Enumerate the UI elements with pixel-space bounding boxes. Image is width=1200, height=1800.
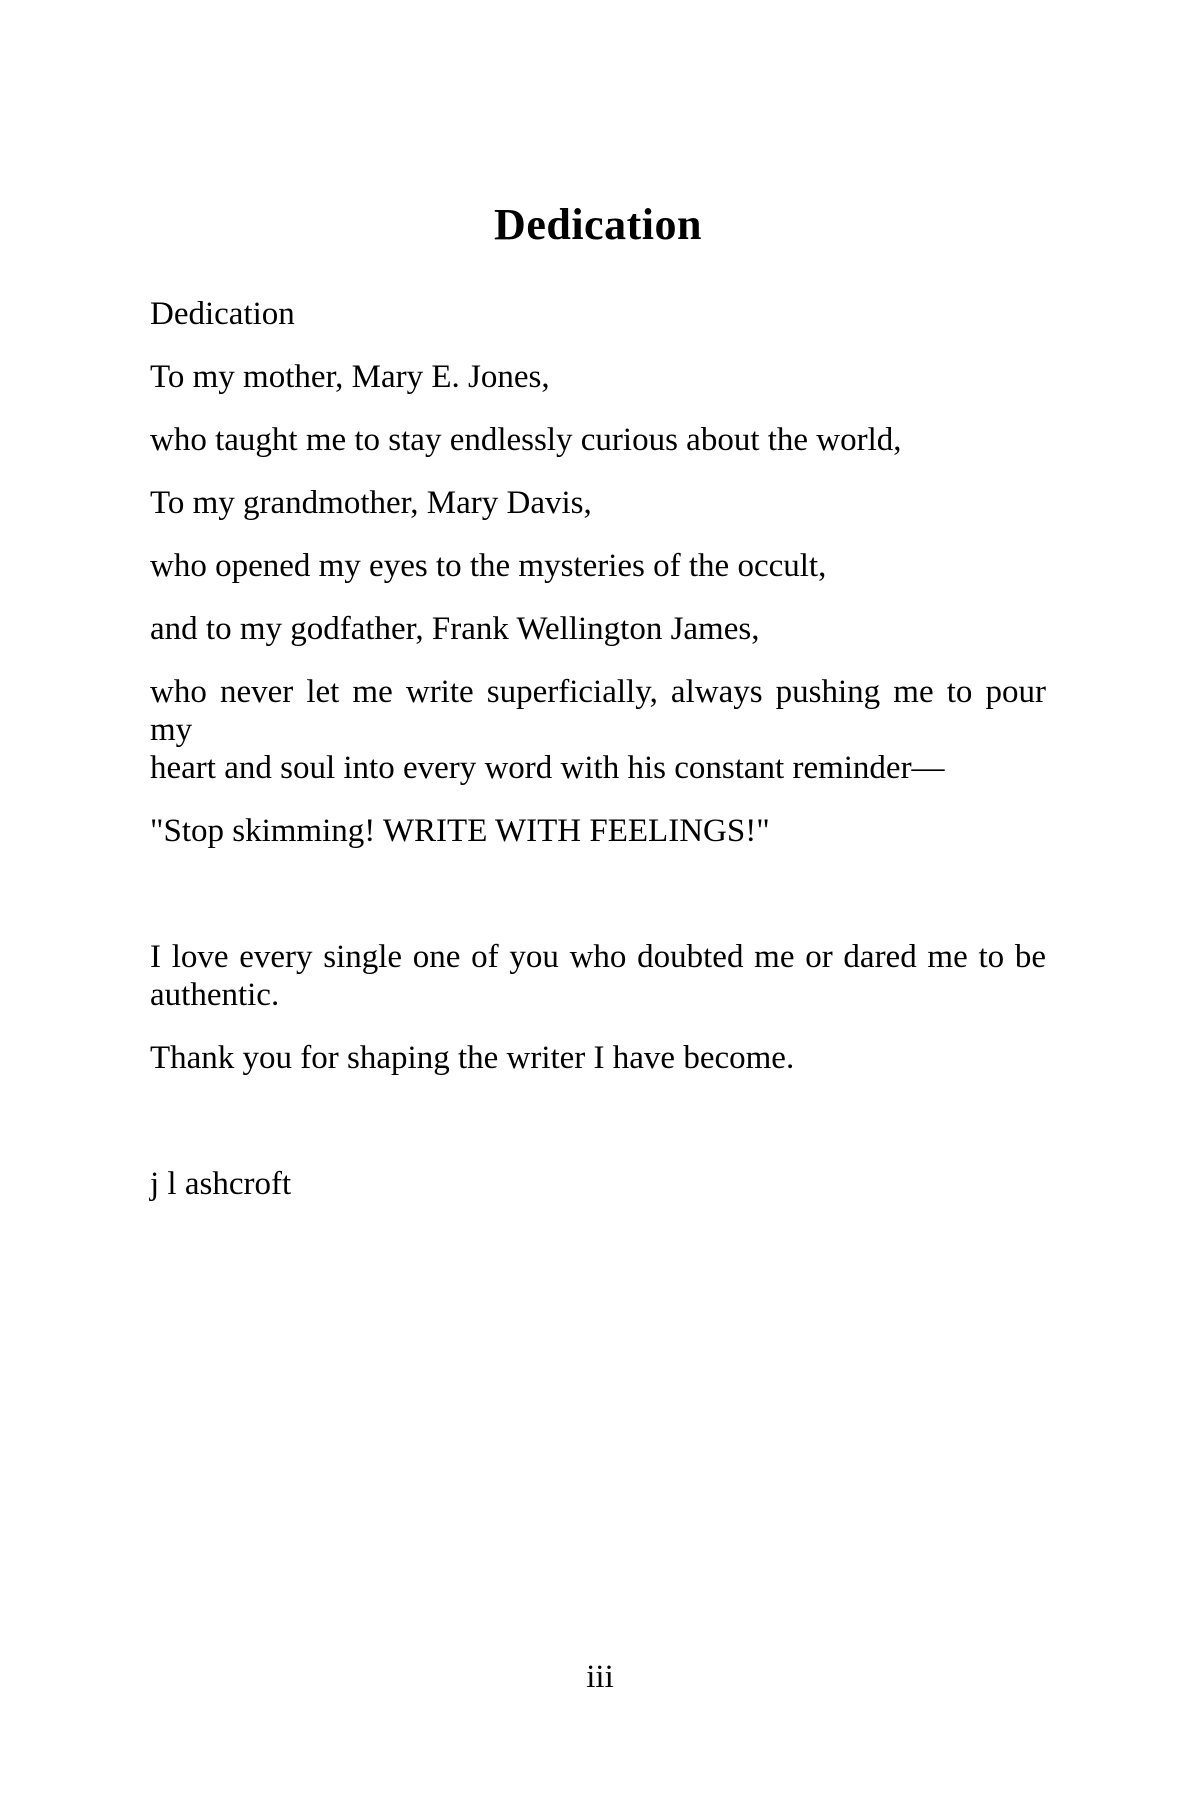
paragraph: who opened my eyes to the mysteries of the occult, (150, 548, 827, 584)
paragraph: j l ashcroft (150, 1166, 292, 1202)
empty-paragraph (150, 875, 1046, 913)
dedication-body (150, 295, 1046, 1203)
paragraph: "Stop skimming! WRITE WITH FEELINGS!" (150, 813, 770, 849)
paragraph-line: who never let me write superficially, always pushing me to pour my (150, 674, 1046, 748)
paragraph (150, 673, 1046, 787)
page-title: Dedication (494, 200, 702, 249)
paragraph-line: authentic. (150, 977, 280, 1013)
paragraph-line: heart and soul into every word with his constant reminder— (150, 750, 945, 786)
page-number: iii (586, 1659, 614, 1695)
paragraph: To my grandmother, Mary Davis, (150, 485, 592, 521)
paragraph: To my mother, Mary E. Jones, (150, 359, 550, 395)
paragraph: Dedication (150, 296, 295, 332)
empty-paragraph (150, 1102, 1046, 1140)
paragraph (150, 938, 1046, 1014)
paragraph: who taught me to stay endlessly curious about the world, (150, 422, 902, 458)
paragraph: and to my godfather, Frank Wellington James, (150, 611, 760, 647)
paragraph: Thank you for shaping the writer I have become. (150, 1040, 795, 1076)
paragraph-line: I love every single one of you who doubted me or dared me to be (150, 939, 1046, 975)
